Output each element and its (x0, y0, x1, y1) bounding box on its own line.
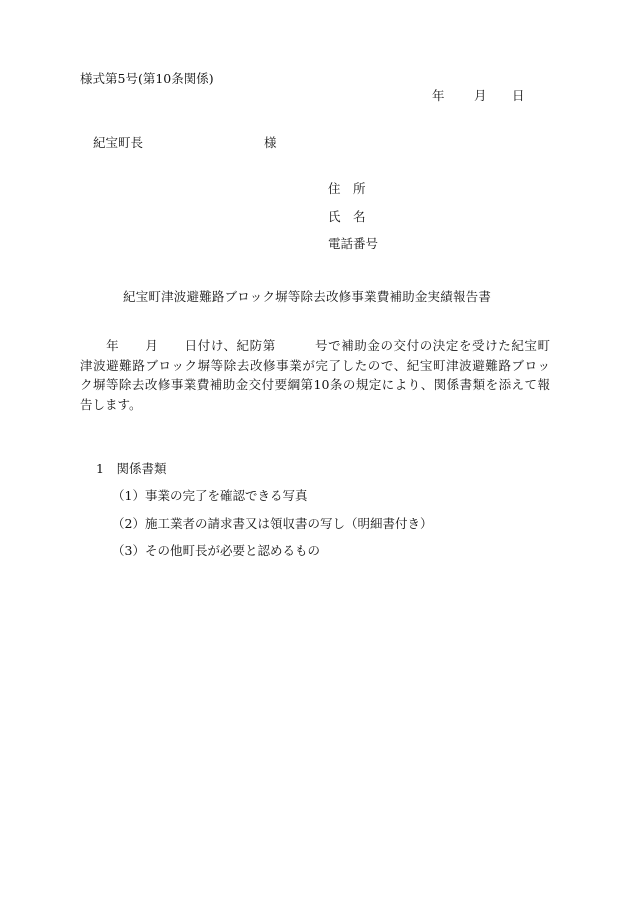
phone-label: 電話番号 (328, 236, 379, 251)
recipient-honorific: 様 (264, 135, 277, 150)
body-paragraph (80, 336, 550, 414)
date-month: 月 (474, 88, 487, 103)
document-title: 紀宝町津波避難路ブロック塀等除去改修事業費補助金実績報告書 (123, 289, 492, 304)
attachment-item: （2）施工業者の請求書又は領収書の写し（明細書付き） (112, 516, 433, 531)
date-year: 年 (432, 88, 445, 103)
body-line: 津波避難路ブロック塀等除去改修事業が完了したので、紀宝町津波避難路ブロッ (80, 357, 550, 373)
recipient-name: 紀宝町長 (93, 135, 144, 150)
body-line: 告します。 (80, 396, 142, 412)
attachment-item: （3）その他町長が必要と認めるもの (112, 543, 320, 558)
body-line: 年 月 日付け、紀防第 号で補助金の交付の決定を受けた紀宝町 (80, 338, 550, 353)
body-line: ク塀等除去改修事業費補助金交付要綱第10条の規定により、関係書類を添えて報 (80, 377, 550, 392)
date-day: 日 (512, 88, 525, 103)
address-label: 住 所 (328, 181, 366, 196)
attachments-heading: 1 関係書類 (96, 461, 167, 476)
form-number: 様式第5号(第10条関係) (80, 71, 214, 86)
attachment-item: （1）事業の完了を確認できる写真 (112, 488, 308, 503)
name-label: 氏 名 (328, 209, 366, 224)
